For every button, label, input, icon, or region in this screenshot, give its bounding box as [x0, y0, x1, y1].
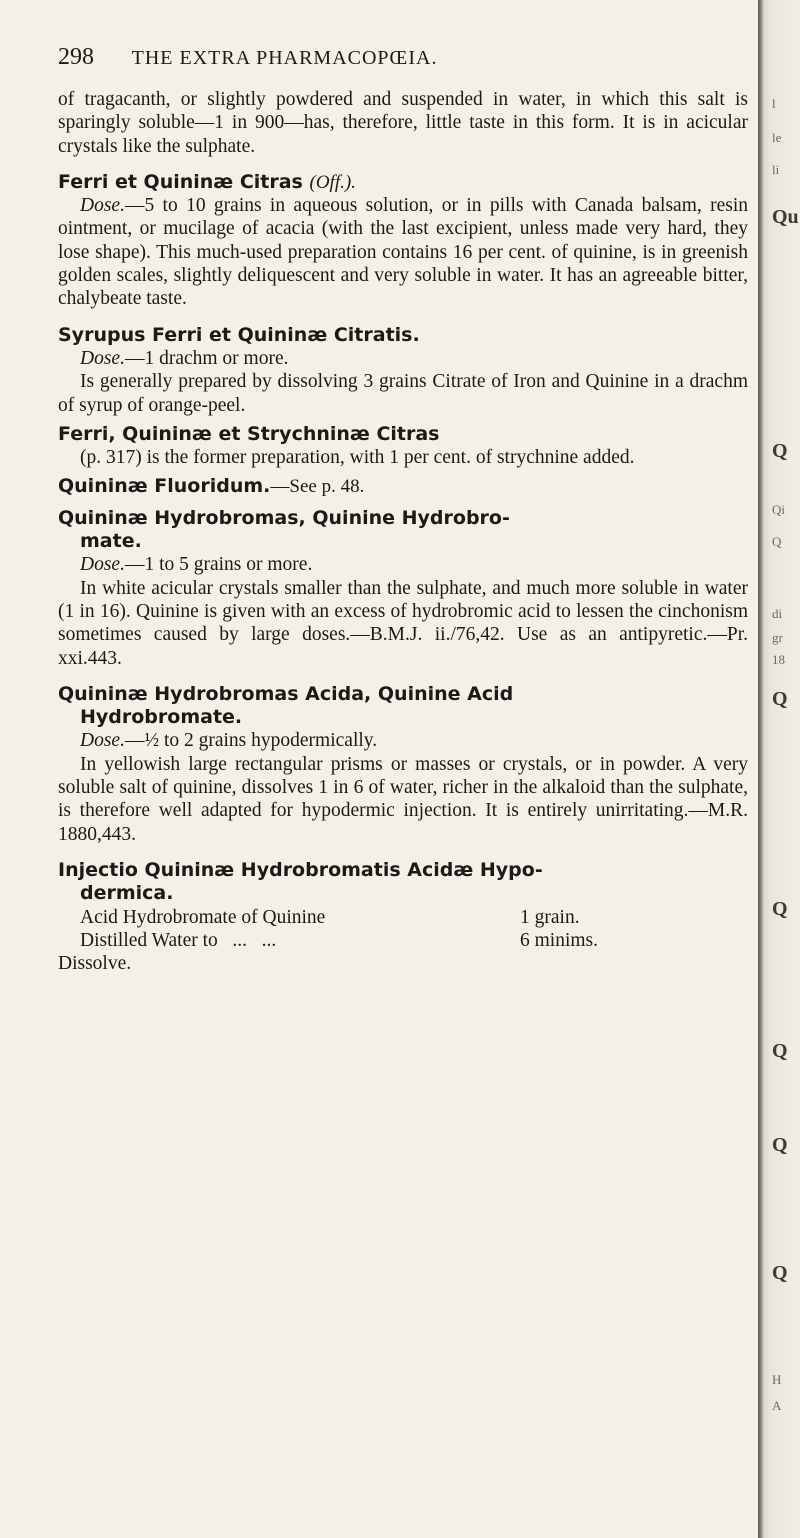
dose-line: Dose.—1 to 5 grains or more.	[80, 554, 313, 576]
running-title: THE EXTRA PHARMACOPŒIA.	[131, 47, 438, 69]
entry-title-continuation: Hydrobromate.	[80, 706, 243, 729]
page-body	[58, 88, 748, 975]
margin-fragment: le	[772, 130, 782, 145]
entry-title-ferri-quininae-citras: Ferri et Quininæ Citras (Off.).	[58, 170, 356, 193]
entry-body: (p. 317) is the former preparation, with 1 per cent. of strychnine added.	[80, 447, 635, 469]
margin-fragment: Q	[772, 440, 788, 462]
margin-fragment: Qi	[772, 502, 785, 517]
entry-title-syrupus: Syrupus Ferri et Quininæ Citratis.	[58, 323, 420, 346]
margin-fragment: A	[772, 1398, 782, 1413]
entry-title-continuation: mate.	[80, 530, 142, 553]
running-header	[58, 44, 748, 71]
margin-fragment: l	[772, 96, 776, 111]
entry-title-hydrobromas-acida: Quininæ Hydrobromas Acida, Quinine Acid	[58, 682, 514, 705]
entry-body: In white acicular crystals smaller than the sulphate, and much more soluble in water (1 in 16). Quinine is given with an excess of hydrobromic acid to lessen the cinchonism sometimes caused by large doses.—B.M.J. ii./76,42. Use as an antipyretic.—Pr. xxi.443.	[58, 577, 748, 669]
margin-fragment: Q	[772, 1134, 788, 1156]
recipe-quantity: 1 grain.	[520, 906, 580, 928]
recipe-line	[58, 929, 748, 952]
margin-fragment: Q	[772, 534, 782, 549]
dose-line: Dose.—½ to 2 grains hypodermically.	[80, 730, 378, 752]
official-mark: (Off.).	[309, 171, 356, 193]
intro-paragraph: of tragacanth, or slightly powdered and suspended in water, in which this salt is sparingly soluble—1 in 900—has, therefore, little taste in this form. It is in acicular crystals like the sulphate.	[58, 89, 748, 157]
recipe-quantity: 6 minims.	[520, 929, 599, 951]
recipe-ingredient: Distilled Water to ... ...	[80, 929, 277, 951]
margin-fragment: Q	[772, 1262, 788, 1284]
margin-fragment: Qu	[772, 206, 799, 228]
facing-page-edge	[758, 0, 800, 1538]
entry-title-continuation: dermica.	[80, 882, 174, 905]
entry-title-injectio: Injectio Quininæ Hydrobromatis Acidæ Hypo-	[58, 858, 543, 881]
entry-body: In yellowish large rectangular prisms or masses or crystals, or in powder. A very soluble salt of quinine, dissolves 1 in 6 of water, richer in the alkaloid than the sulphate, is therefore well adapted for hypodermic injection. It is entirely unirritating.—M.R. 1880,443.	[58, 753, 748, 845]
margin-fragment: li	[772, 162, 780, 177]
margin-fragment: di	[772, 606, 783, 621]
margin-fragment: Q	[772, 1040, 788, 1062]
entry-title-strychninae-citras: Ferri, Quininæ et Strychninæ Citras	[58, 422, 440, 445]
entry-title-fluoridum: Quininæ Fluoridum.—See p. 48.	[58, 475, 365, 498]
margin-fragment: 18	[772, 652, 785, 667]
entry-body: Is generally prepared by dissolving 3 grains Citrate of Iron and Quinine in a drachm of syrup of orange-peel.	[58, 371, 748, 416]
recipe-footer: Dissolve.	[58, 953, 132, 975]
recipe-ingredient: Acid Hydrobromate of Quinine	[80, 906, 326, 928]
margin-fragment: H	[772, 1372, 782, 1387]
margin-fragment: Q	[772, 898, 788, 920]
dose-line: Dose.—1 drachm or more.	[80, 347, 289, 369]
margin-fragment: Q	[772, 688, 788, 710]
page-number: 298	[58, 44, 94, 70]
dose-paragraph: Dose.—5 to 10 grains in aqueous solution, or in pills with Canada balsam, resin ointment, or mucilage of acacia (with the last excipient, unless made very hard, they lose shape). This much-used preparation contains 16 per cent. of quinine, is in greenish golden scales, slightly deliquescent and very soluble in water. It has an agreeable bitter, chalybeate taste.	[58, 195, 748, 310]
entry-title-hydrobromas: Quininæ Hydrobromas, Quinine Hydrobro-	[58, 506, 510, 529]
recipe-line	[58, 906, 748, 929]
margin-fragment: gr	[772, 630, 783, 645]
